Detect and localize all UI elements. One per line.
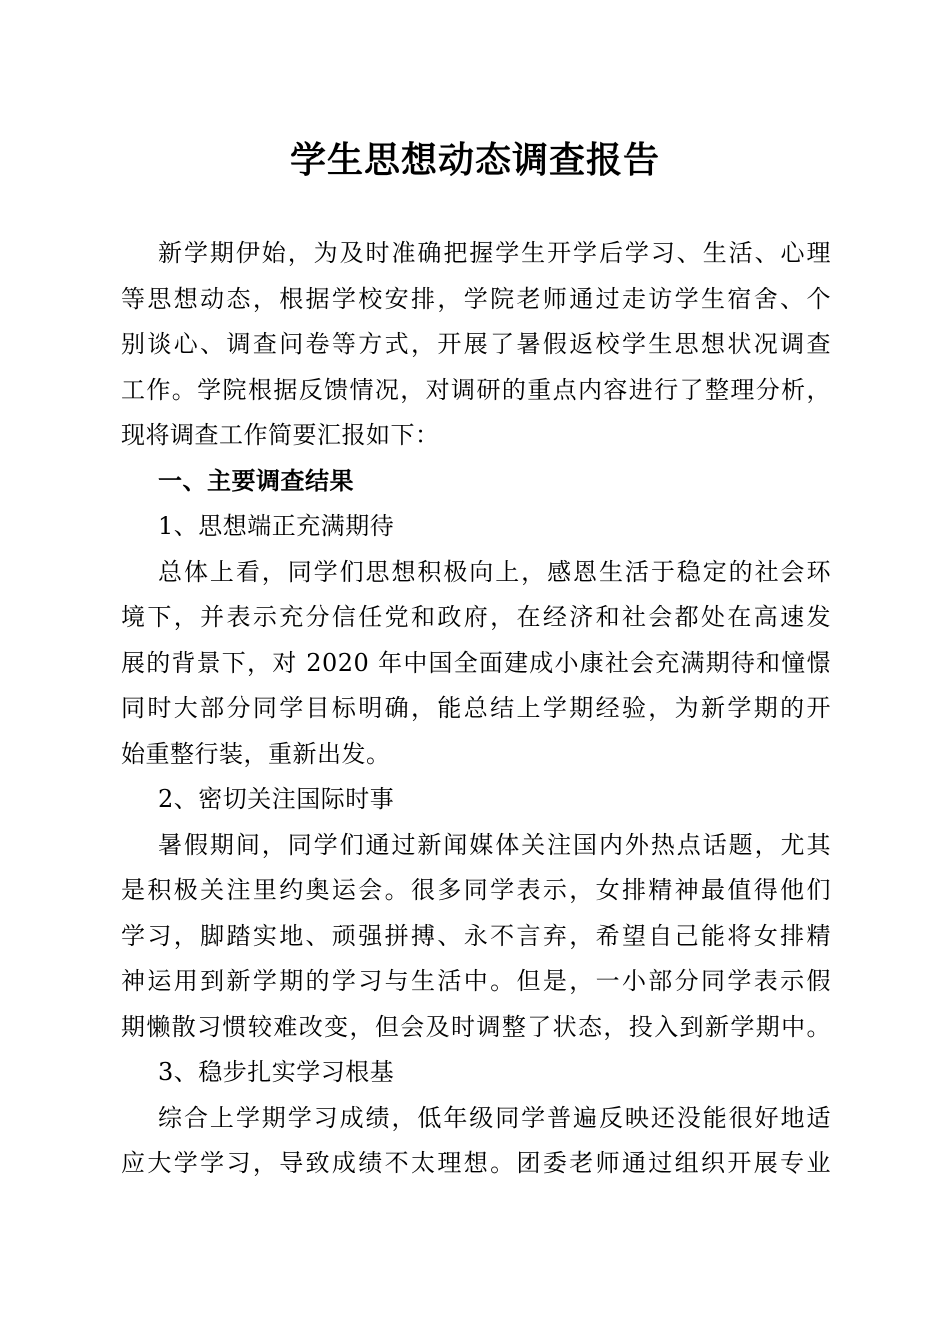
paragraph-line: 等思想动态，根据学校安排，学院老师通过走访学生宿舍、个 [121,284,831,313]
paragraph-line: 别谈心、调查问卷等方式，开展了暑假返校学生思想状况调查 [121,330,831,358]
paragraph-line: 总体上看，同学们思想积极向上，感恩生活于稳定的社会环 [158,557,831,586]
section-heading: 一、主要调查结果 [158,466,354,495]
paragraph-line: 期懒散习惯较难改变，但会及时调整了状态，投入到新学期中。 [121,1012,831,1041]
subsection-heading: 3、稳步扎实学习根基 [158,1058,395,1086]
paragraph-line: 同时大部分同学目标明确，能总结上学期经验，为新学期的开 [121,694,831,722]
document-body [121,231,831,1187]
paragraph-line: 应大学学习，导致成绩不太理想。团委老师通过组织开展专业 [121,1149,831,1177]
paragraph-line: 现将调查工作简要汇报如下： [121,421,440,449]
subsection-heading: 1、思想端正充满期待 [158,512,395,540]
document-title: 学生思想动态调查报告 [289,139,660,181]
paragraph-line: 神运用到新学期的学习与生活中。但是，一小部分同学表示假 [121,967,831,995]
paragraph-line: 展的背景下，对 2020 年中国全面建成小康社会充满期待和憧憬 [121,648,831,677]
paragraph-line: 工作。学院根据反馈情况，对调研的重点内容进行了整理分析， [121,375,831,404]
subsection-heading: 2、密切关注国际时事 [158,785,395,813]
paragraph-line: 暑假期间，同学们通过新闻媒体关注国内外热点话题，尤其 [158,830,831,859]
paragraph-line: 新学期伊始，为及时准确把握学生开学后学习、生活、心理 [158,239,831,267]
paragraph-line: 学习，脚踏实地、顽强拼搏、永不言弃，希望自己能将女排精 [121,921,831,950]
paragraph-line: 始重整行装，重新出发。 [121,739,391,768]
paragraph-line: 是积极关注里约奥运会。很多同学表示，女排精神最值得他们 [121,876,831,904]
paragraph-line: 综合上学期学习成绩，低年级同学普遍反映还没能很好地适 [158,1103,831,1132]
paragraph-line: 境下，并表示充分信任党和政府，在经济和社会都处在高速发 [121,603,831,631]
